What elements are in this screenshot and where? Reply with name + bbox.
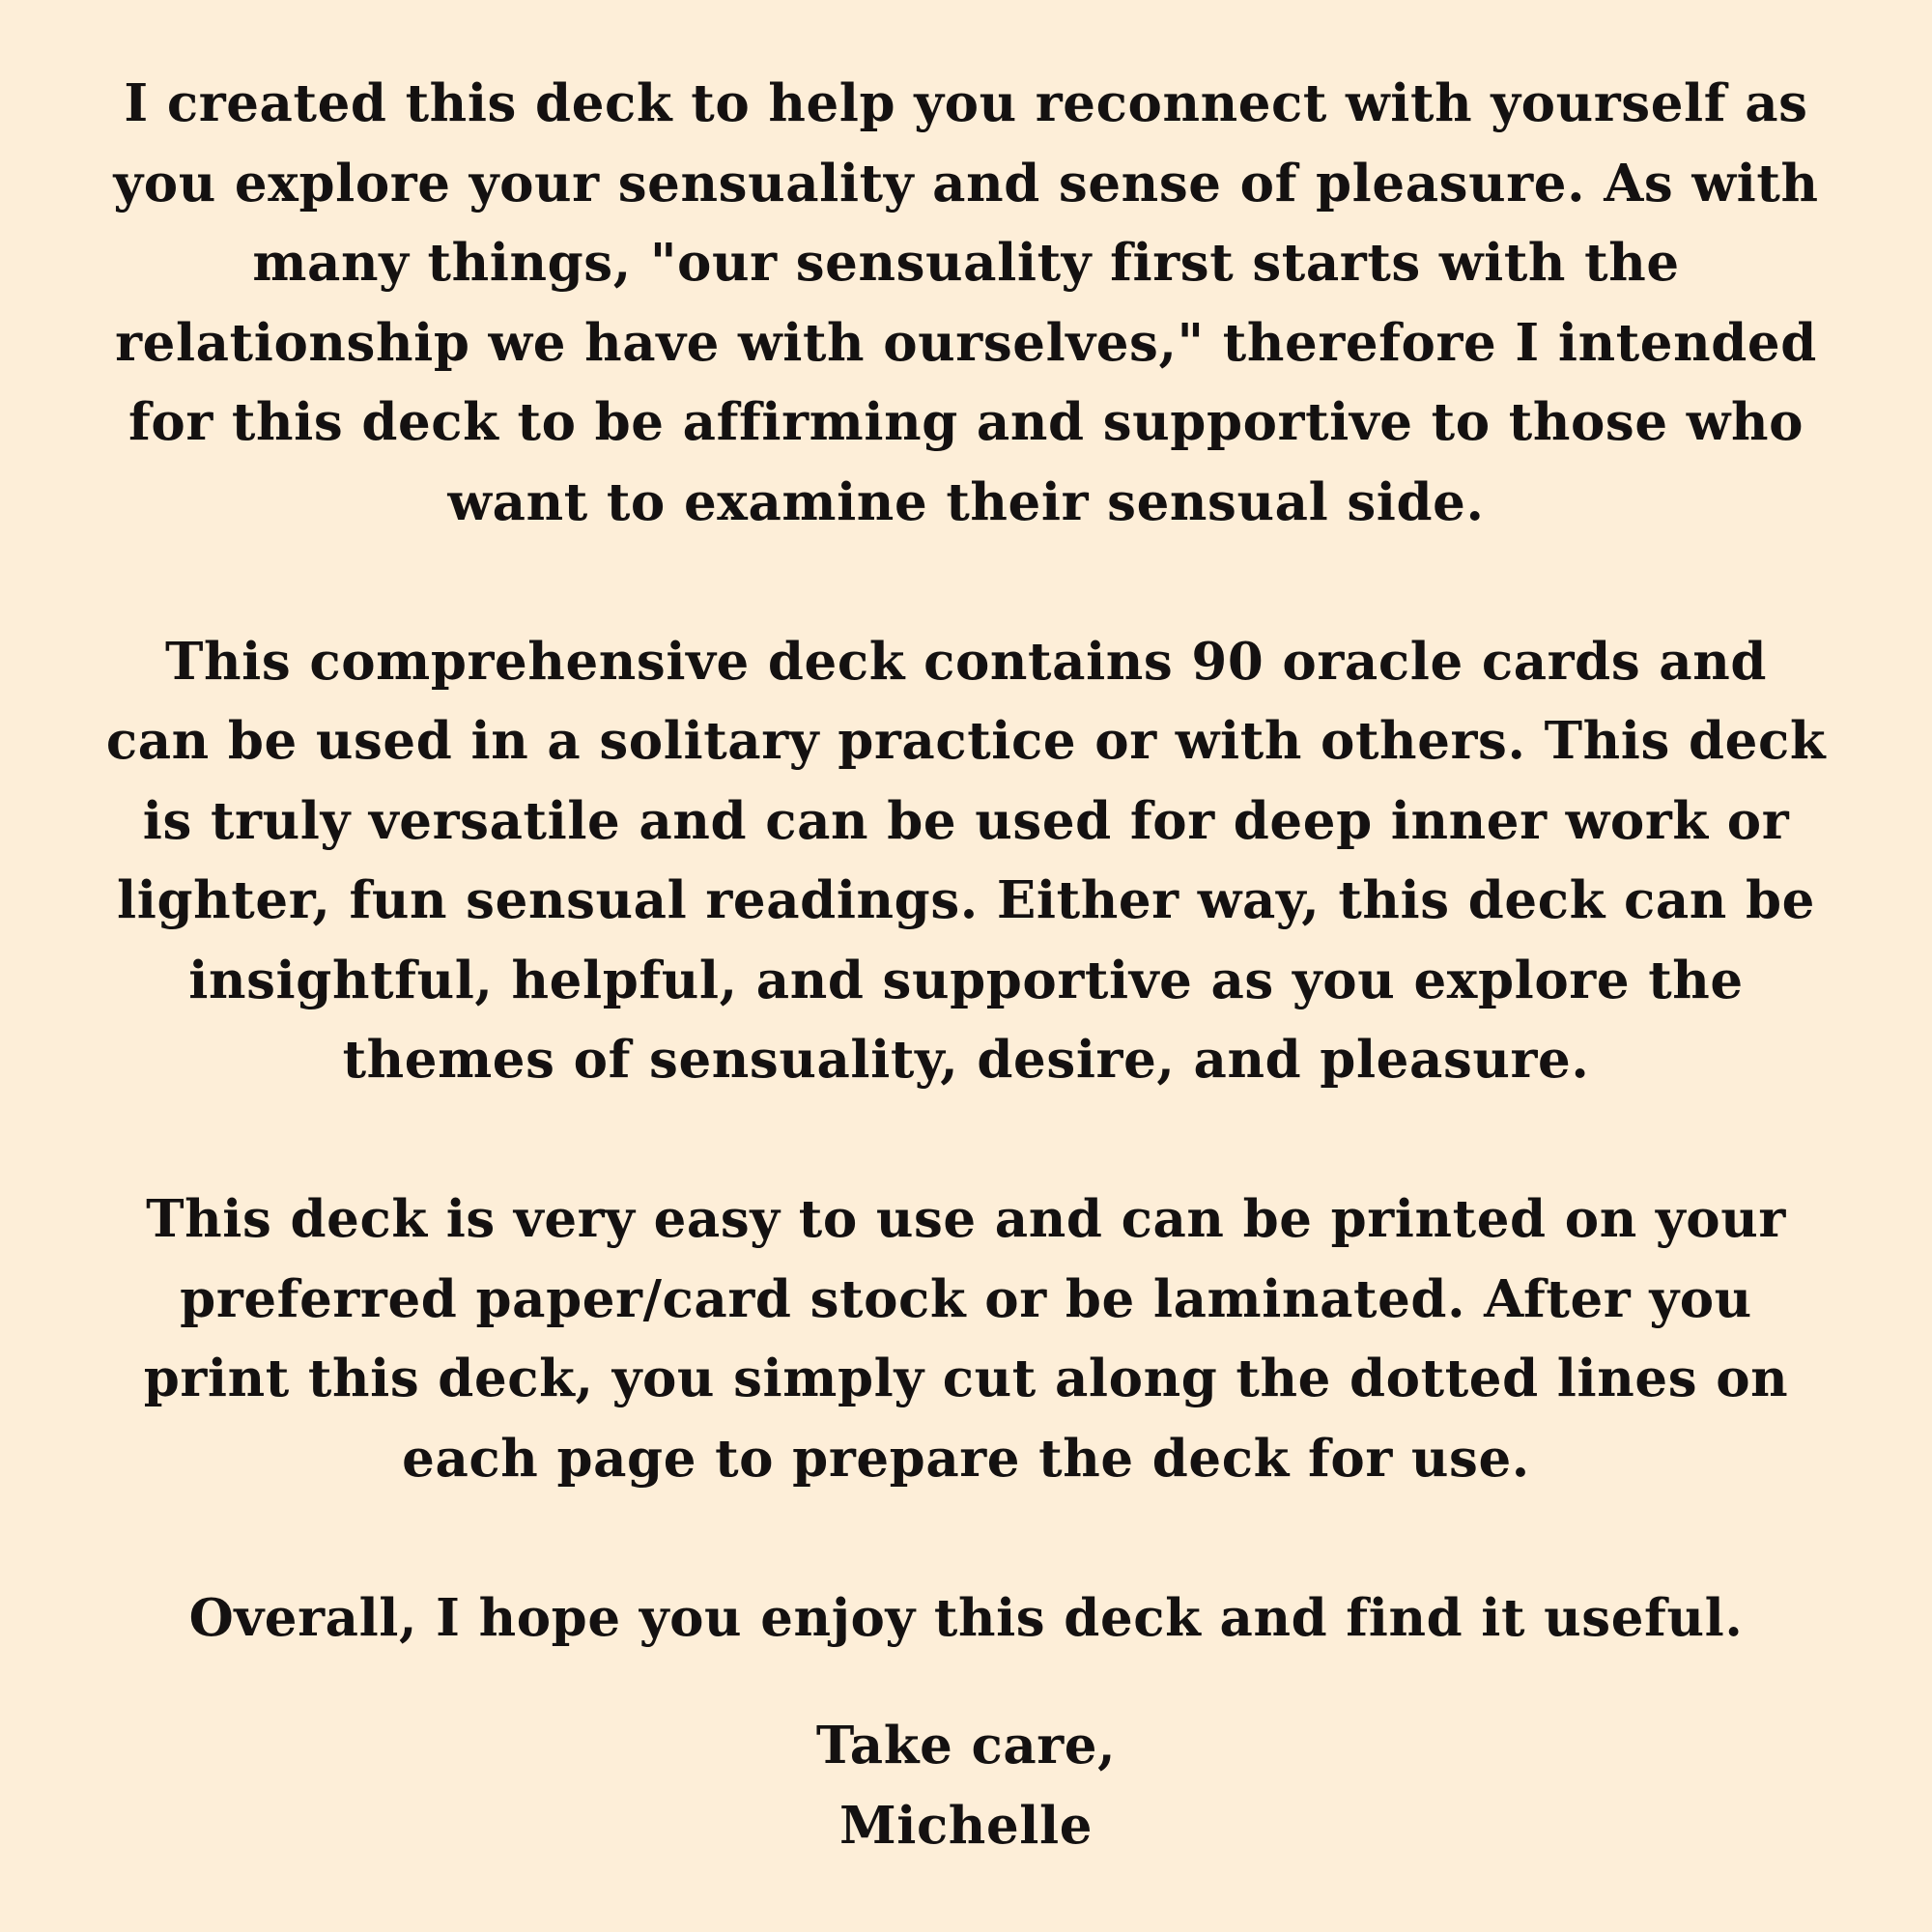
text-line: preferred paper/card stock or be laminated. After you xyxy=(180,1268,1752,1329)
text-line: can be used in a solitary practice or with others. This deck xyxy=(105,711,1827,771)
text-line: themes of sensuality, desire, and pleasure. xyxy=(342,1030,1590,1090)
text-line: you explore your sensuality and sense of pleasure. As with xyxy=(113,153,1819,213)
text-line: insightful, helpful, and supportive as you explore the xyxy=(188,950,1744,1010)
signature-name: Michelle xyxy=(838,1795,1094,1856)
signature-block xyxy=(87,1706,1845,1865)
text-line: Overall, I hope you enjoy this deck and find it useful. xyxy=(188,1587,1744,1648)
sign-off: Take care, xyxy=(815,1716,1117,1776)
paragraph-intro xyxy=(87,64,1845,542)
text-line: many things, "our sensuality first starts with the xyxy=(252,233,1680,293)
text-line: I created this deck to help you reconnect with yourself as xyxy=(124,73,1808,133)
text-line: is truly versatile and can be used for deep inner work or xyxy=(142,790,1790,851)
paragraph-printing-instructions xyxy=(87,1179,1845,1498)
text-line: lighter, fun sensual readings. Either way, this deck can be xyxy=(117,870,1815,930)
text-line: relationship we have with ourselves," therefore I intended xyxy=(115,312,1817,373)
text-line: each page to prepare the deck for use. xyxy=(402,1428,1530,1489)
text-line: This deck is very easy to use and can be printed on your xyxy=(146,1189,1786,1249)
text-line: print this deck, you simply cut along the dotted lines on xyxy=(143,1349,1789,1408)
text-line: for this deck to be affirming and supportive to those who xyxy=(128,392,1804,452)
closing-line xyxy=(87,1578,1845,1659)
text-line: This comprehensive deck contains 90 oracle cards and xyxy=(164,631,1768,692)
text-line: want to examine their sensual side. xyxy=(447,471,1485,532)
paragraph-deck-description xyxy=(87,622,1845,1100)
